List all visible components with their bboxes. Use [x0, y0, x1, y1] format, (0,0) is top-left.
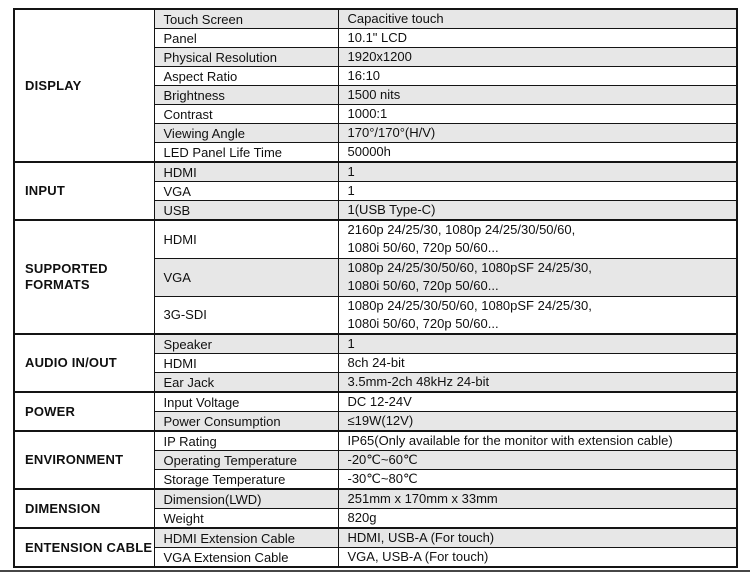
spec-value-cell	[338, 48, 737, 67]
spec-label-cell: Brightness	[154, 86, 338, 105]
category-cell-display: DISPLAY	[14, 9, 154, 162]
spec-label-cell: HDMI	[154, 220, 338, 258]
spec-value-cell	[338, 9, 737, 29]
spec-value-line: ≤19W(12V)	[347, 413, 414, 428]
spec-value-line: 1920x1200	[347, 49, 412, 64]
spec-label-cell: HDMI	[154, 354, 338, 373]
category-cell-dimension: DIMENSION	[14, 489, 154, 528]
spec-value-cell	[338, 354, 737, 373]
spec-value-line: -30℃~80℃	[347, 471, 418, 486]
spec-value-line: 10.1" LCD	[347, 30, 408, 45]
spec-label-cell: Storage Temperature	[154, 470, 338, 490]
spec-row	[14, 431, 737, 451]
spec-value-line: VGA, USB-A (For touch)	[347, 549, 489, 564]
spec-value-line: 1000:1	[347, 106, 388, 121]
spec-value-line: 2160p 24/25/30, 1080p 24/25/30/50/60,	[347, 222, 576, 238]
spec-value-line: -20℃~60℃	[347, 452, 418, 467]
spec-value-line: 16:10	[347, 68, 381, 83]
spec-value-line: 1	[347, 336, 355, 351]
spec-label-cell: Input Voltage	[154, 392, 338, 412]
spec-value-cell	[338, 67, 737, 86]
spec-value-line: 1(USB Type-C)	[347, 202, 436, 217]
spec-row	[14, 334, 737, 354]
spec-label-cell: VGA Extension Cable	[154, 548, 338, 568]
spec-label-cell: Aspect Ratio	[154, 67, 338, 86]
spec-label-cell: Viewing Angle	[154, 124, 338, 143]
spec-value-line: 251mm x 170mm x 33mm	[347, 491, 498, 506]
spec-value-cell	[338, 29, 737, 48]
spec-label-cell: VGA	[154, 258, 338, 296]
spec-value-line: 1080p 24/25/30/50/60, 1080pSF 24/25/30,	[347, 260, 592, 275]
spec-label-cell: IP Rating	[154, 431, 338, 451]
spec-value-cell	[338, 124, 737, 143]
category-cell-audio-in-out: AUDIO IN/OUT	[14, 334, 154, 392]
spec-value-cell	[338, 373, 737, 393]
spec-label-cell: Ear Jack	[154, 373, 338, 393]
spec-value-cell	[338, 451, 737, 470]
spec-label-cell: VGA	[154, 182, 338, 201]
spec-value-line: 3.5mm-2ch 48kHz 24-bit	[347, 374, 490, 389]
spec-value-cell	[338, 528, 737, 548]
spec-label-cell: Weight	[154, 509, 338, 529]
spec-value-cell	[338, 258, 737, 296]
spec-value-cell	[338, 296, 737, 334]
category-cell-input: INPUT	[14, 162, 154, 220]
spec-value-cell	[338, 470, 737, 490]
spec-label-cell: LED Panel Life Time	[154, 143, 338, 163]
spec-row	[14, 392, 737, 412]
spec-label-cell: Contrast	[154, 105, 338, 124]
spec-label-cell: HDMI Extension Cable	[154, 528, 338, 548]
spec-label-cell: Panel	[154, 29, 338, 48]
spec-value-line: 1080i 50/60, 720p 50/60...	[347, 278, 499, 293]
spec-value-cell	[338, 431, 737, 451]
spec-value-cell	[338, 86, 737, 105]
page-bottom-rule	[0, 570, 750, 572]
spec-label-cell: 3G-SDI	[154, 296, 338, 334]
spec-value-line: 50000h	[347, 144, 391, 159]
spec-label-cell: HDMI	[154, 162, 338, 182]
spec-value-line: 1	[347, 164, 355, 179]
spec-row	[14, 162, 737, 182]
spec-value-line: IP65(Only available for the monitor with extension cable)	[347, 433, 673, 448]
spec-label-cell: Operating Temperature	[154, 451, 338, 470]
spec-table-body	[14, 9, 737, 567]
spec-label-cell: USB	[154, 201, 338, 221]
spec-row	[14, 489, 737, 509]
spec-row	[14, 220, 737, 258]
spec-value-line: Capacitive touch	[347, 11, 444, 26]
spec-value-line: 1	[347, 183, 355, 198]
spec-value-cell	[338, 162, 737, 182]
spec-value-line: 1080p 24/25/30/50/60, 1080pSF 24/25/30,	[347, 297, 592, 313]
spec-value-cell	[338, 182, 737, 201]
spec-value-cell	[338, 509, 737, 529]
spec-value-cell	[338, 412, 737, 432]
spec-label-cell: Speaker	[154, 334, 338, 354]
spec-label-cell: Dimension(LWD)	[154, 489, 338, 509]
category-cell-environment: ENVIRONMENT	[14, 431, 154, 489]
spec-value-cell	[338, 143, 737, 163]
spec-value-line: 1080i 50/60, 720p 50/60...	[347, 240, 499, 256]
spec-row	[14, 528, 737, 548]
spec-value-line: 8ch 24-bit	[347, 355, 405, 370]
spec-value-cell	[338, 220, 737, 258]
spec-value-cell	[338, 105, 737, 124]
spec-value-line: 1500 nits	[347, 87, 401, 102]
category-cell-entension-cable: ENTENSION CABLE	[14, 528, 154, 567]
spec-value-line: 170°/170°(H/V)	[347, 125, 436, 140]
category-cell-power: POWER	[14, 392, 154, 431]
spec-label-cell: Physical Resolution	[154, 48, 338, 67]
spec-row	[14, 9, 737, 29]
spec-value-cell	[338, 334, 737, 354]
spec-value-line: DC 12-24V	[347, 394, 412, 409]
spec-label-cell: Touch Screen	[154, 9, 338, 29]
spec-value-line: 820g	[347, 510, 377, 525]
spec-value-line: HDMI, USB-A (For touch)	[347, 530, 495, 545]
spec-value-cell	[338, 392, 737, 412]
spec-value-cell	[338, 201, 737, 221]
category-cell-supported-formats: SUPPORTED FORMATS	[14, 220, 154, 334]
spec-value-cell	[338, 489, 737, 509]
spec-label-cell: Power Consumption	[154, 412, 338, 432]
spec-table	[13, 8, 738, 568]
spec-value-line: 1080i 50/60, 720p 50/60...	[347, 315, 499, 331]
spec-value-cell	[338, 548, 737, 568]
